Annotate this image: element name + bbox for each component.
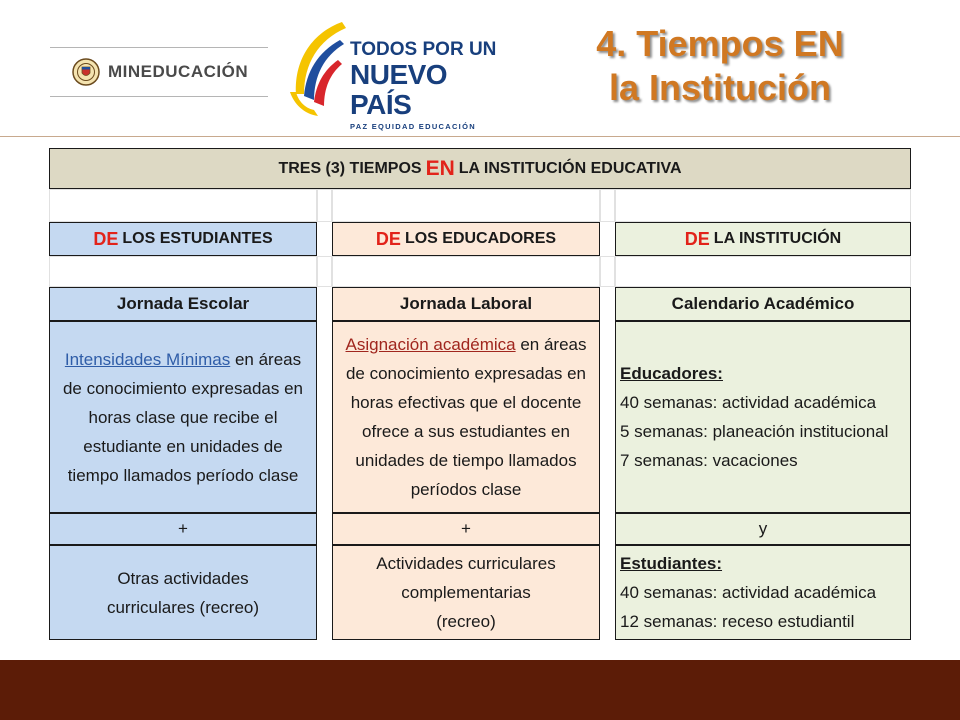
footer-bar [0, 660, 960, 720]
spacer-cell [600, 256, 615, 287]
spacer-cell [317, 189, 332, 222]
body-estudiantes [49, 321, 317, 513]
header-educadores [332, 222, 600, 256]
educadores-line: 7 semanas: vacaciones [620, 451, 798, 470]
body-institucion [615, 321, 911, 513]
body-estudiantes-rest: en áreas de conocimiento expresadas en horas clase que recibe el estudiante en unidades de tiempo llamados período clase [62, 349, 304, 485]
page-title-line-1: 4. Tiempos EN [596, 23, 844, 64]
body-educadores-text [333, 330, 599, 504]
educadores-label: Educadores: [620, 364, 723, 383]
educadores-line: 40 semanas: actividad académica [620, 393, 877, 412]
header-label: LA INSTITUCIÓN [713, 230, 842, 247]
estudiantes-line: 12 semanas: receso estudiantil [620, 612, 855, 631]
educadores-block [616, 359, 888, 475]
bottom-estudiantes [49, 545, 317, 640]
header-institucion [615, 222, 911, 256]
spacer-cell [332, 256, 600, 287]
table-title-before: TRES (3) TIEMPOS [278, 159, 422, 177]
intensidades-minimas-link[interactable]: Intensidades Mínimas [64, 349, 231, 369]
subheader-jornada-escolar: Jornada Escolar [49, 287, 317, 321]
header-estudiantes [49, 222, 317, 256]
actividades-line: (recreo) [436, 612, 496, 631]
otras-actividades-text: Otras actividades curriculares (recreo) [106, 568, 260, 617]
body-educadores [332, 321, 600, 513]
bottom-educadores [332, 545, 600, 640]
header-label: LOS ESTUDIANTES [122, 230, 273, 247]
de-prefix: DE [684, 228, 710, 249]
table-title-en: EN [425, 156, 455, 180]
body-educadores-rest: en áreas de conocimiento expresadas en horas efectivas que el docente ofrece a sus estudiantes en unidades de tiempo llamados períodos clase [345, 335, 587, 499]
brand-line-1: TODOS POR UN [350, 39, 497, 60]
spacer-cell [317, 256, 332, 287]
ministry-label: MINEDUCACIÓN [108, 62, 249, 81]
bottom-institucion [615, 545, 911, 640]
de-prefix: DE [93, 228, 119, 249]
brand-tagline: PAZ EQUIDAD EDUCACIÓN [350, 122, 476, 131]
estudiantes-line: 40 semanas: actividad académica [620, 583, 877, 602]
spacer-cell [615, 256, 911, 287]
brand-line-2: NUEVO PAÍS [350, 59, 448, 120]
estudiantes-label: Estudiantes: [620, 554, 723, 573]
subheader-calendario-academico: Calendario Académico [615, 287, 911, 321]
actividades-line: Actividades curriculares [376, 554, 556, 573]
table-title-after: LA INSTITUCIÓN EDUCATIVA [458, 159, 682, 177]
connector-plus: + [332, 513, 600, 545]
spacer-cell [615, 189, 911, 222]
header-label: LOS EDUCADORES [404, 230, 557, 247]
page-title-line-2: la Institución [608, 67, 831, 108]
body-estudiantes-text [50, 345, 316, 490]
subheader-jornada-laboral: Jornada Laboral [332, 287, 600, 321]
spacer-cell [49, 256, 317, 287]
educadores-line: 5 semanas: planeación institucional [620, 422, 889, 441]
asignacion-academica-link[interactable]: Asignación académica [345, 335, 516, 354]
table-title [49, 148, 911, 189]
actividades-complementarias-text [370, 549, 562, 636]
actividades-line: complementarias [401, 583, 531, 602]
connector-y: y [615, 513, 911, 545]
de-prefix: DE [375, 228, 401, 249]
spacer-cell [600, 189, 615, 222]
connector-plus: + [49, 513, 317, 545]
estudiantes-block [616, 549, 876, 636]
spacer-cell [49, 189, 317, 222]
spacer-cell [332, 189, 600, 222]
